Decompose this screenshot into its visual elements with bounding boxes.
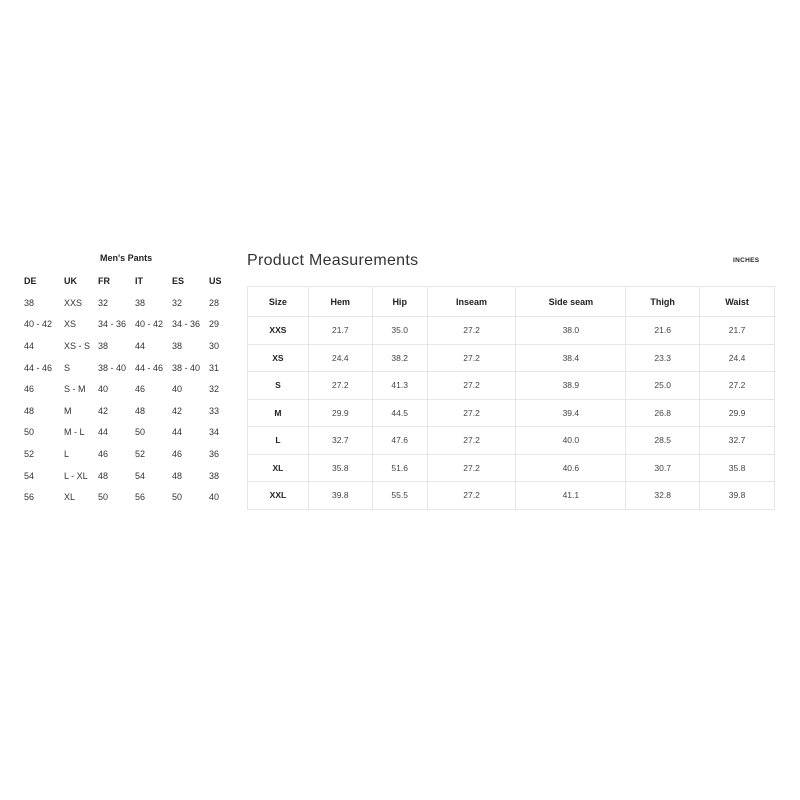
table-cell: 52 bbox=[135, 448, 146, 459]
table-cell: 36 bbox=[209, 448, 220, 459]
column-header-es: ES bbox=[172, 276, 185, 286]
column-header-inseam: Inseam bbox=[427, 287, 516, 317]
table-cell: 44 - 46 bbox=[135, 362, 164, 373]
table-cell: 48 bbox=[172, 470, 183, 481]
table-cell: 24.4 bbox=[308, 344, 372, 372]
size-chart-title: Men's Pants bbox=[100, 253, 153, 263]
table-cell: 23.3 bbox=[626, 344, 700, 372]
table-cell: 28.5 bbox=[626, 427, 700, 455]
table-cell: 38.9 bbox=[516, 372, 626, 400]
table-cell: XS - S bbox=[64, 340, 91, 351]
table-cell: 40 bbox=[209, 492, 220, 503]
table-row bbox=[24, 422, 229, 444]
table-cell: 38 bbox=[98, 340, 109, 351]
measurements-body bbox=[248, 317, 775, 510]
table-cell: 32.7 bbox=[308, 427, 372, 455]
table-cell: XL bbox=[64, 492, 76, 503]
table-cell: S bbox=[64, 362, 71, 373]
table-row bbox=[24, 486, 229, 508]
table-cell: 27.2 bbox=[427, 399, 516, 427]
table-cell: 21.7 bbox=[700, 317, 775, 345]
table-cell: 46 bbox=[24, 384, 35, 395]
table-row bbox=[248, 454, 775, 482]
table-cell: 34 bbox=[209, 427, 220, 438]
table-cell: 34 - 36 bbox=[172, 319, 201, 330]
table-cell: 42 bbox=[98, 405, 109, 416]
table-cell: 34 - 36 bbox=[98, 319, 127, 330]
table-cell: 35.8 bbox=[308, 454, 372, 482]
table-cell: 40.0 bbox=[516, 427, 626, 455]
table-cell: 42 bbox=[172, 405, 183, 416]
table-cell: 48 bbox=[24, 405, 35, 416]
table-cell: 38 bbox=[172, 340, 183, 351]
table-cell: 40 - 42 bbox=[135, 319, 164, 330]
table-cell: 35.0 bbox=[372, 317, 427, 345]
column-header-fr: FR bbox=[98, 276, 110, 286]
table-row bbox=[24, 335, 229, 357]
table-cell: 40 - 42 bbox=[24, 319, 53, 330]
size-label-cell: M bbox=[248, 399, 309, 427]
table-cell: 29.9 bbox=[308, 399, 372, 427]
column-header-hem: Hem bbox=[308, 287, 372, 317]
table-row bbox=[24, 443, 229, 465]
table-cell: 38.2 bbox=[372, 344, 427, 372]
table-cell: 54 bbox=[24, 470, 35, 481]
table-cell: M - L bbox=[64, 427, 85, 438]
size-conversion-body bbox=[24, 292, 229, 508]
table-row bbox=[24, 292, 229, 314]
table-row bbox=[248, 482, 775, 510]
table-cell: 44 bbox=[24, 340, 35, 351]
table-cell: M bbox=[64, 405, 72, 416]
table-cell: 28 bbox=[209, 297, 220, 308]
table-cell: 32.7 bbox=[700, 427, 775, 455]
table-cell: 47.6 bbox=[372, 427, 427, 455]
size-label-cell: XXL bbox=[248, 482, 309, 510]
table-row bbox=[24, 314, 229, 336]
table-cell: 52 bbox=[24, 448, 35, 459]
table-cell: 38 - 40 bbox=[172, 362, 201, 373]
table-row bbox=[248, 372, 775, 400]
column-header-us: US bbox=[209, 276, 222, 286]
column-header-waist: Waist bbox=[700, 287, 775, 317]
table-cell: 46 bbox=[135, 384, 146, 395]
table-cell: 44 - 46 bbox=[24, 362, 53, 373]
table-cell: 21.6 bbox=[626, 317, 700, 345]
table-cell: 29.9 bbox=[700, 399, 775, 427]
table-cell: 50 bbox=[24, 427, 35, 438]
size-conversion-table bbox=[24, 270, 229, 508]
table-cell: 35.8 bbox=[700, 454, 775, 482]
size-label-cell: L bbox=[248, 427, 309, 455]
table-cell: 39.8 bbox=[308, 482, 372, 510]
page-title: Product Measurements bbox=[247, 252, 419, 269]
table-row bbox=[24, 400, 229, 422]
table-cell: 32.8 bbox=[626, 482, 700, 510]
table-cell: 39.8 bbox=[700, 482, 775, 510]
column-header-uk: UK bbox=[64, 276, 77, 286]
table-cell: 38 bbox=[24, 297, 35, 308]
table-cell: 21.7 bbox=[308, 317, 372, 345]
column-header-it: IT bbox=[135, 276, 143, 286]
unit-label: INCHES bbox=[733, 257, 760, 264]
table-cell: 44 bbox=[172, 427, 183, 438]
table-cell: 44.5 bbox=[372, 399, 427, 427]
table-cell: 46 bbox=[172, 448, 183, 459]
table-cell: 48 bbox=[98, 470, 109, 481]
table-cell: 39.4 bbox=[516, 399, 626, 427]
table-cell: 38 - 40 bbox=[98, 362, 127, 373]
size-label-cell: XXS bbox=[248, 317, 309, 345]
table-cell: 44 bbox=[135, 340, 146, 351]
table-cell: 50 bbox=[135, 427, 146, 438]
table-cell: 44 bbox=[98, 427, 109, 438]
table-cell: 31 bbox=[209, 362, 220, 373]
table-cell: 38 bbox=[135, 297, 146, 308]
table-cell: 32 bbox=[209, 384, 220, 395]
table-cell: 50 bbox=[98, 492, 109, 503]
column-header-thigh: Thigh bbox=[626, 287, 700, 317]
table-row bbox=[248, 317, 775, 345]
table-cell: L - XL bbox=[64, 470, 88, 481]
table-cell: 38 bbox=[209, 470, 220, 481]
table-cell: 29 bbox=[209, 319, 220, 330]
table-cell: 38.0 bbox=[516, 317, 626, 345]
table-cell: 27.2 bbox=[700, 372, 775, 400]
table-cell: 38.4 bbox=[516, 344, 626, 372]
column-header-de: DE bbox=[24, 276, 37, 286]
table-cell: 32 bbox=[172, 297, 183, 308]
table-cell: XS bbox=[64, 319, 77, 330]
size-label-cell: S bbox=[248, 372, 309, 400]
table-cell: 30 bbox=[209, 340, 220, 351]
table-cell: S - M bbox=[64, 384, 86, 395]
table-cell: 25.0 bbox=[626, 372, 700, 400]
table-row bbox=[248, 344, 775, 372]
table-cell: 27.2 bbox=[308, 372, 372, 400]
size-label-cell: XL bbox=[248, 454, 309, 482]
table-cell: 27.2 bbox=[427, 317, 516, 345]
table-cell: XXS bbox=[64, 297, 83, 308]
table-cell: 27.2 bbox=[427, 344, 516, 372]
measurements-header-row bbox=[248, 287, 775, 317]
table-row bbox=[248, 427, 775, 455]
table-cell: 26.8 bbox=[626, 399, 700, 427]
table-cell: 27.2 bbox=[427, 482, 516, 510]
table-cell: 40 bbox=[172, 384, 183, 395]
table-row bbox=[24, 465, 229, 487]
table-cell: 55.5 bbox=[372, 482, 427, 510]
table-cell: 51.6 bbox=[372, 454, 427, 482]
table-row bbox=[24, 378, 229, 400]
table-cell: 41.3 bbox=[372, 372, 427, 400]
table-cell: 41.1 bbox=[516, 482, 626, 510]
table-cell: 24.4 bbox=[700, 344, 775, 372]
table-cell: 40.6 bbox=[516, 454, 626, 482]
table-cell: 50 bbox=[172, 492, 183, 503]
table-cell: 27.2 bbox=[427, 427, 516, 455]
column-header-size: Size bbox=[248, 287, 309, 317]
table-cell: 32 bbox=[98, 297, 109, 308]
table-cell: 46 bbox=[98, 448, 109, 459]
table-cell: 40 bbox=[98, 384, 109, 395]
table-cell: 56 bbox=[24, 492, 35, 503]
table-cell: 33 bbox=[209, 405, 220, 416]
column-header-side-seam: Side seam bbox=[516, 287, 626, 317]
column-header-hip: Hip bbox=[372, 287, 427, 317]
table-cell: 48 bbox=[135, 405, 146, 416]
table-cell: 54 bbox=[135, 470, 146, 481]
table-cell: L bbox=[64, 448, 70, 459]
table-cell: 27.2 bbox=[427, 454, 516, 482]
measurements-table bbox=[247, 286, 775, 510]
table-cell: 56 bbox=[135, 492, 146, 503]
table-cell: 27.2 bbox=[427, 372, 516, 400]
size-label-cell: XS bbox=[248, 344, 309, 372]
size-conversion-header-row bbox=[24, 270, 229, 292]
table-row bbox=[248, 399, 775, 427]
table-row bbox=[24, 357, 229, 379]
table-cell: 30.7 bbox=[626, 454, 700, 482]
